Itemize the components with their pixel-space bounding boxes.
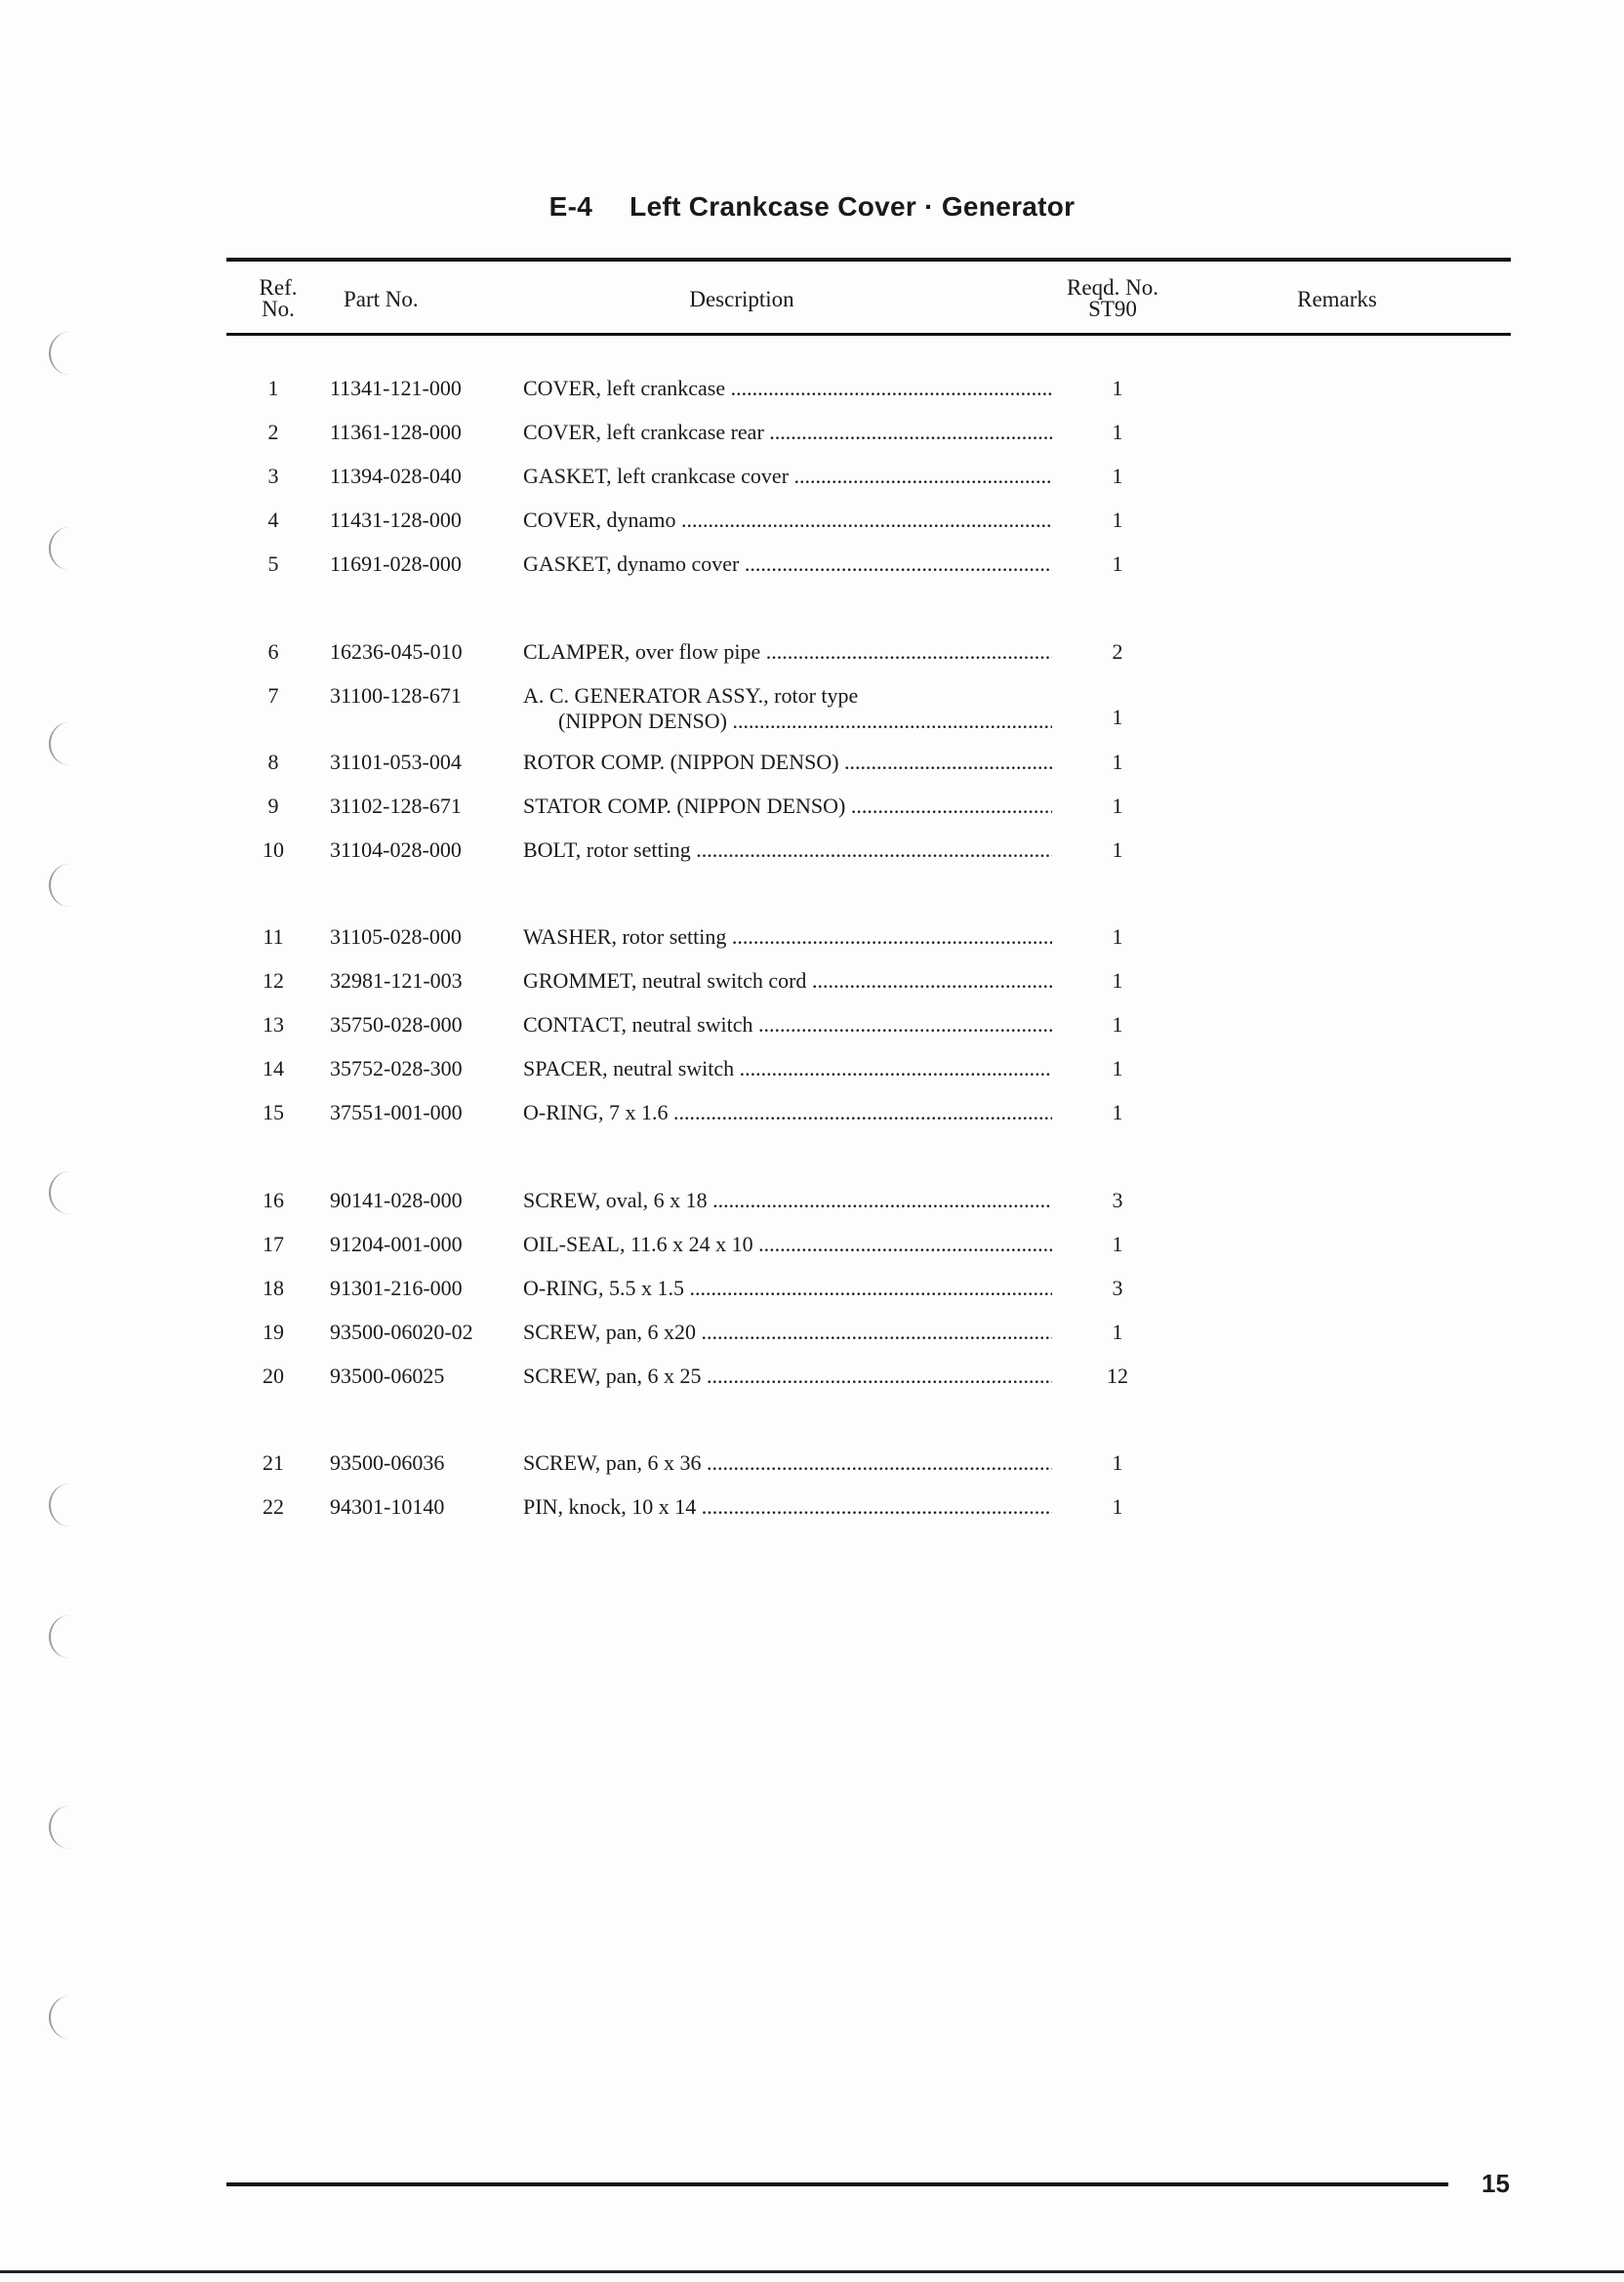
row-quantity: 1 — [1112, 924, 1123, 949]
row-ref-number: 10 — [263, 837, 284, 862]
binder-hole-mark — [49, 332, 90, 375]
row-quantity: 1 — [1112, 837, 1123, 862]
row-description — [523, 1232, 1052, 1257]
row-ref-number: 11 — [263, 924, 284, 949]
row-ref-number: 13 — [263, 1012, 284, 1037]
row-ref-number: 18 — [263, 1276, 284, 1300]
table-row — [0, 464, 1624, 493]
row-quantity: 1 — [1112, 1056, 1123, 1080]
row-part-number: 91301-216-000 — [330, 1276, 463, 1300]
row-description — [523, 683, 1052, 734]
binder-hole-mark — [49, 1806, 90, 1849]
row-description-text: GASKET, left crankcase cover ..... — [523, 464, 1052, 488]
row-quantity: 1 — [1112, 1450, 1123, 1475]
row-description — [523, 1188, 1052, 1213]
row-ref-number: 7 — [267, 683, 279, 708]
row-ref-number: 21 — [263, 1450, 284, 1475]
binder-hole-mark — [49, 1996, 90, 2039]
row-quantity: 1 — [1112, 551, 1123, 576]
row-quantity: 1 — [1112, 464, 1123, 488]
table-row — [0, 1364, 1624, 1393]
row-description-text: GROMMET, neutral switch cord ..... — [523, 968, 1052, 993]
row-ref-number: 6 — [267, 639, 279, 664]
binder-hole-mark — [49, 1615, 90, 1658]
row-ref-number: 20 — [263, 1364, 284, 1388]
row-description-text: STATOR COMP. (NIPPON DENSO) ..... — [523, 794, 1052, 818]
table-row — [0, 1450, 1624, 1480]
row-description-text: SCREW, pan, 6 x20 ..... — [523, 1320, 1052, 1344]
row-part-number: 11691-028-000 — [330, 551, 462, 576]
table-row — [0, 968, 1624, 998]
row-ref-number: 22 — [263, 1494, 284, 1519]
table-row — [0, 508, 1624, 537]
column-header-reqd-line1: Reqd. No. — [1067, 275, 1158, 300]
table-row — [0, 1276, 1624, 1305]
row-description — [523, 420, 1052, 445]
column-header-reqd-line2: ST90 — [1088, 297, 1137, 321]
table-row — [0, 837, 1624, 867]
table-row — [0, 551, 1624, 581]
row-quantity: 1 — [1112, 1494, 1123, 1519]
table-top-rule — [226, 258, 1511, 262]
column-header-description: Description — [689, 287, 794, 311]
row-description-text: O-RING, 7 x 1.6 ..... — [523, 1100, 1052, 1124]
row-part-number: 31102-128-671 — [330, 794, 462, 818]
row-ref-number: 5 — [267, 551, 279, 576]
table-row — [0, 1100, 1624, 1129]
row-description — [523, 1364, 1052, 1389]
row-quantity: 2 — [1112, 639, 1123, 664]
row-description — [523, 794, 1052, 819]
row-quantity: 1 — [1112, 376, 1123, 400]
page-number: 15 — [1482, 2169, 1510, 2198]
row-description-text: PIN, knock, 10 x 14 ..... — [523, 1494, 1052, 1519]
table-row — [0, 1494, 1624, 1524]
page-bottom-edge — [0, 2270, 1624, 2273]
row-part-number: 93500-06025 — [330, 1364, 445, 1388]
row-part-number: 35750-028-000 — [330, 1012, 463, 1037]
row-part-number: 35752-028-300 — [330, 1056, 463, 1080]
row-description — [523, 837, 1052, 863]
column-header-remarks: Remarks — [1297, 287, 1377, 311]
table-row — [0, 1188, 1624, 1217]
row-description — [523, 551, 1052, 577]
row-ref-number: 4 — [267, 508, 279, 532]
table-row — [0, 794, 1624, 823]
row-quantity: 1 — [1112, 1100, 1123, 1124]
table-row — [0, 683, 1624, 742]
row-description-text: COVER, dynamo ..... — [523, 508, 1052, 532]
row-ref-number: 9 — [267, 794, 279, 818]
row-description-text: WASHER, rotor setting ..... — [523, 924, 1052, 949]
row-description — [523, 750, 1052, 775]
row-ref-number: 1 — [267, 376, 279, 400]
table-row — [0, 1056, 1624, 1085]
row-ref-number: 17 — [263, 1232, 284, 1256]
row-part-number: 90141-028-000 — [330, 1188, 463, 1212]
row-description — [523, 1100, 1052, 1125]
row-part-number: 93500-06020-02 — [330, 1320, 473, 1344]
row-description-text: O-RING, 5.5 x 1.5 ..... — [523, 1276, 1052, 1300]
row-quantity: 1 — [1112, 508, 1123, 532]
row-description-text-continued — [523, 709, 1052, 734]
row-description-text: GASKET, dynamo cover ..... — [523, 551, 1052, 576]
row-quantity: 1 — [1112, 968, 1123, 993]
section-code: E-4 — [548, 191, 593, 222]
row-quantity: 1 — [1112, 1012, 1123, 1037]
row-description-text: A. C. GENERATOR ASSY., rotor type — [523, 683, 859, 708]
row-description-text: OIL-SEAL, 11.6 x 24 x 10 ..... — [523, 1232, 1052, 1256]
row-description — [523, 376, 1052, 401]
row-description-line2: (NIPPON DENSO) — [558, 709, 727, 733]
table-row — [0, 376, 1624, 405]
row-part-number: 93500-06036 — [330, 1450, 445, 1475]
row-ref-number: 14 — [263, 1056, 284, 1080]
section-title: Left Crankcase Cover · Generator — [629, 191, 1076, 222]
row-ref-number: 19 — [263, 1320, 284, 1344]
table-row — [0, 1012, 1624, 1041]
row-quantity: 1 — [1112, 750, 1123, 774]
row-part-number: 32981-121-003 — [330, 968, 463, 993]
row-description — [523, 464, 1052, 489]
row-quantity: 3 — [1112, 1276, 1123, 1300]
row-description — [523, 1276, 1052, 1301]
row-description — [523, 924, 1052, 950]
row-part-number: 11431-128-000 — [330, 508, 462, 532]
table-row — [0, 924, 1624, 954]
row-part-number: 37551-001-000 — [330, 1100, 463, 1124]
column-header-ref — [244, 277, 312, 320]
row-description-text: SCREW, pan, 6 x 25 ..... — [523, 1364, 1052, 1388]
row-description — [523, 639, 1052, 665]
column-header-ref-line1: Ref. — [259, 275, 298, 300]
row-description — [523, 1320, 1052, 1345]
row-part-number: 91204-001-000 — [330, 1232, 463, 1256]
row-description — [523, 1012, 1052, 1038]
row-description-text: COVER, left crankcase ..... — [523, 376, 1052, 400]
row-part-number: 16236-045-010 — [330, 639, 463, 664]
column-header-part: Part No. — [344, 287, 419, 311]
row-ref-number: 15 — [263, 1100, 284, 1124]
row-ref-number: 12 — [263, 968, 284, 993]
row-description-text: SCREW, oval, 6 x 18 ..... — [523, 1188, 1052, 1212]
row-description-text: BOLT, rotor setting ..... — [523, 837, 1052, 862]
table-row — [0, 750, 1624, 779]
row-ref-number: 3 — [267, 464, 279, 488]
footer-rule — [226, 2182, 1448, 2186]
row-ref-number: 2 — [267, 420, 279, 444]
page-title — [0, 191, 1624, 223]
row-quantity: 1 — [1112, 1320, 1123, 1344]
table-row — [0, 420, 1624, 449]
row-description-text: CLAMPER, over flow pipe ..... — [523, 639, 1052, 664]
row-description-text: COVER, left crankcase rear ..... — [523, 420, 1052, 444]
column-header-ref-line2: No. — [262, 297, 295, 321]
binder-hole-mark — [49, 864, 90, 907]
row-description-text: CONTACT, neutral switch ..... — [523, 1012, 1052, 1037]
row-description — [523, 968, 1052, 994]
row-part-number: 31100-128-671 — [330, 683, 462, 708]
row-quantity: 1 — [1112, 794, 1123, 818]
row-ref-number: 16 — [263, 1188, 284, 1212]
row-description — [523, 1450, 1052, 1476]
row-quantity: 12 — [1107, 1364, 1128, 1388]
row-description-text: SPACER, neutral switch ..... — [523, 1056, 1052, 1080]
row-part-number: 11394-028-040 — [330, 464, 462, 488]
row-quantity: 1 — [1112, 1232, 1123, 1256]
row-part-number: 31101-053-004 — [330, 750, 462, 774]
row-part-number: 11361-128-000 — [330, 420, 462, 444]
row-description-text: SCREW, pan, 6 x 36 ..... — [523, 1450, 1052, 1475]
row-description — [523, 1494, 1052, 1520]
table-header-rule — [226, 333, 1511, 336]
row-quantity: 3 — [1112, 1188, 1123, 1212]
table-row — [0, 639, 1624, 669]
row-part-number: 11341-121-000 — [330, 376, 462, 400]
row-part-number: 31105-028-000 — [330, 924, 462, 949]
row-description-text: ROTOR COMP. (NIPPON DENSO) ..... — [523, 750, 1052, 774]
row-ref-number: 8 — [267, 750, 279, 774]
row-part-number: 31104-028-000 — [330, 837, 462, 862]
row-quantity: 1 — [1112, 705, 1123, 729]
table-row — [0, 1320, 1624, 1349]
row-description — [523, 1056, 1052, 1081]
row-description — [523, 508, 1052, 533]
row-quantity: 1 — [1112, 420, 1123, 444]
table-row — [0, 1232, 1624, 1261]
column-header-reqd — [1035, 277, 1191, 320]
row-part-number: 94301-10140 — [330, 1494, 445, 1519]
